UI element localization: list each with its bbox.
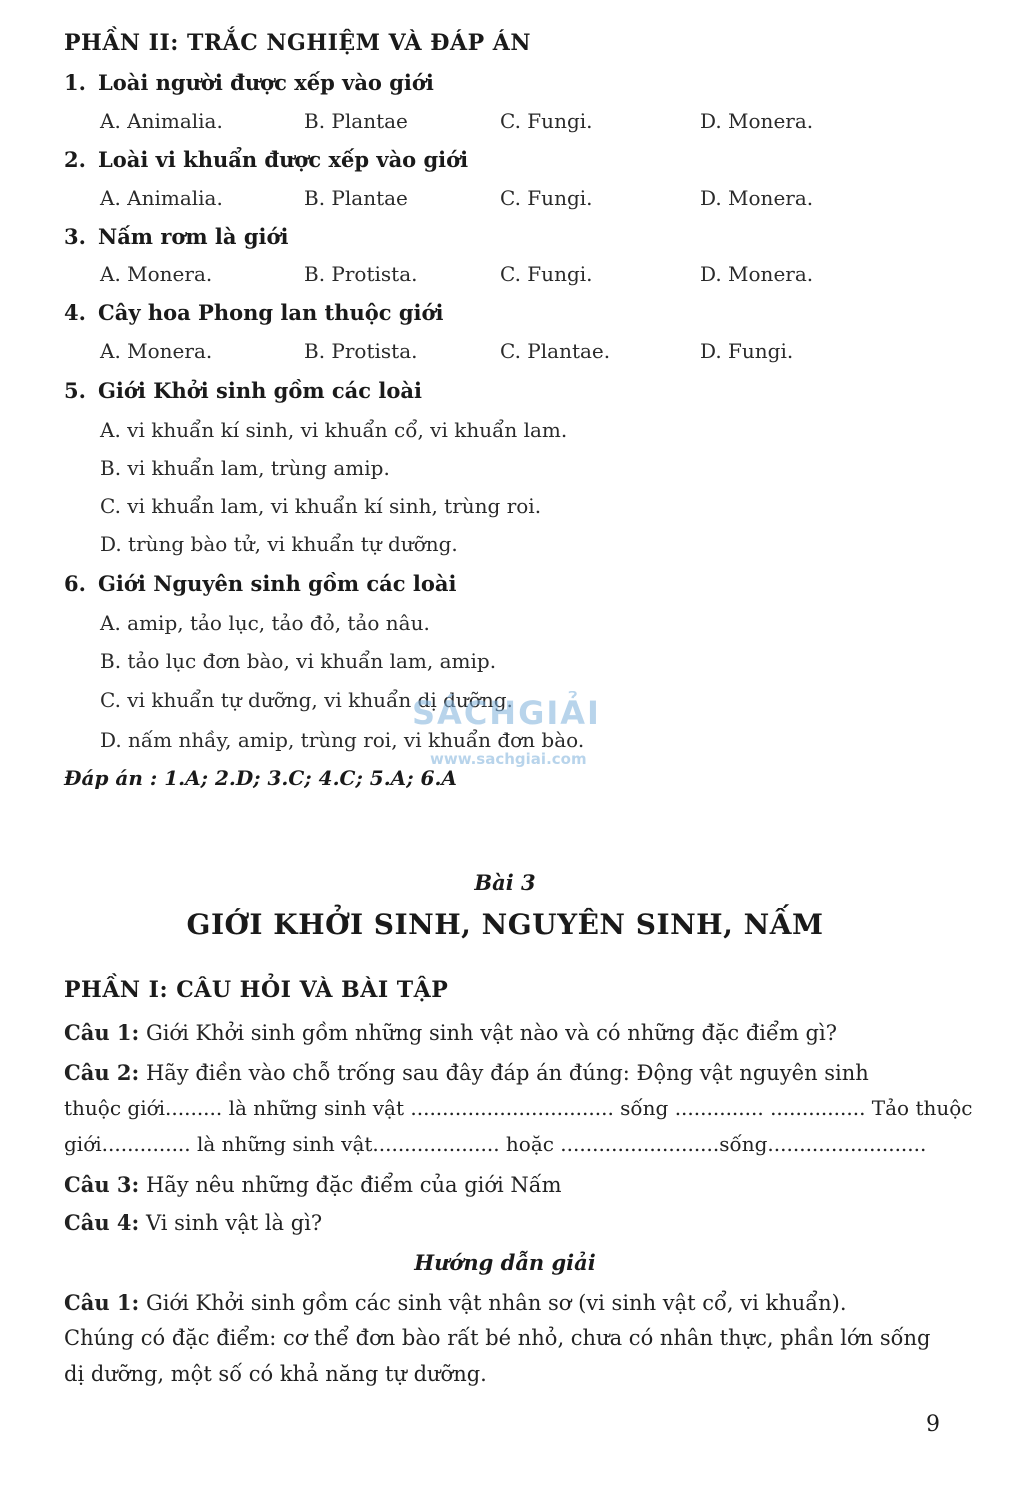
option-2c: C. Fungi.: [500, 186, 593, 210]
answer-key: Đáp án : 1.A; 2.D; 3.C; 4.C; 5.A; 6.A: [64, 766, 457, 790]
question-2: [64, 147, 468, 172]
question-label: Câu 4:: [64, 1210, 140, 1235]
guide-title: Hướng dẫn giải: [414, 1250, 596, 1275]
part1-question-3: [64, 1172, 562, 1197]
question-text: Hãy nêu những đặc điểm của giới Nấm: [139, 1173, 562, 1197]
question-text: Giới Khởi sinh gồm các loài: [98, 378, 422, 403]
part1-question-1: [64, 1020, 837, 1045]
answer-1-line-1: [64, 1290, 847, 1315]
option-4b: B. Protista.: [304, 339, 418, 363]
option-6d: D. nấm nhầy, amip, trùng roi, vi khuẩn đơn bào.: [100, 728, 585, 752]
lesson-title: GIỚI KHỞI SINH, NGUYÊN SINH, NẤM: [186, 908, 824, 941]
question-5: [64, 378, 422, 403]
question-text: Nấm rơm là giới: [98, 224, 289, 249]
watermark-logo: SÁCHGIẢI: [412, 694, 601, 732]
question-label: Câu 2:: [64, 1060, 140, 1085]
fill-in-line-1: thuộc giới......... là những sinh vật ................................ sống .............. ............... Tảo thuộc: [64, 1096, 973, 1120]
question-text: Giới Nguyên sinh gồm các loài: [98, 571, 457, 596]
option-3a: A. Monera.: [100, 262, 213, 286]
answer-1-line-3: dị dưỡng, một số có khả năng tự dưỡng.: [64, 1362, 487, 1386]
question-6: [64, 571, 456, 596]
answer-1-line-2: Chúng có đặc điểm: cơ thể đơn bào rất bé nhỏ, chưa có nhân thực, phần lớn sống: [64, 1326, 931, 1350]
question-text: Cây hoa Phong lan thuộc giới: [98, 300, 444, 325]
option-1a: A. Animalia.: [100, 109, 223, 133]
part2-heading: PHẦN II: TRẮC NGHIỆM VÀ ĐÁP ÁN: [64, 30, 531, 56]
question-number: 1.: [64, 70, 86, 95]
option-5b: B. vi khuẩn lam, trùng amip.: [100, 456, 390, 480]
option-2d: D. Monera.: [700, 186, 814, 210]
question-3: [64, 224, 288, 249]
question-number: 3.: [64, 224, 86, 249]
option-1b: B. Plantae: [304, 109, 408, 133]
answer-label: Câu 1:: [64, 1290, 140, 1315]
option-4a: A. Monera.: [100, 339, 213, 363]
option-5c: C. vi khuẩn lam, vi khuẩn kí sinh, trùng roi.: [100, 494, 542, 518]
question-number: 2.: [64, 147, 86, 172]
option-2b: B. Plantae: [304, 186, 408, 210]
option-3b: B. Protista.: [304, 262, 418, 286]
option-4c: C. Plantae.: [500, 339, 611, 363]
option-1c: C. Fungi.: [500, 109, 593, 133]
question-text: Giới Khởi sinh gồm những sinh vật nào và có những đặc điểm gì?: [139, 1021, 837, 1045]
question-text: Loài người được xếp vào giới: [98, 70, 434, 95]
option-5d: D. trùng bào tử, vi khuẩn tự dưỡng.: [100, 532, 458, 556]
option-5a: A. vi khuẩn kí sinh, vi khuẩn cổ, vi khuẩn lam.: [100, 418, 568, 442]
question-label: Câu 1:: [64, 1020, 140, 1045]
part1-heading: PHẦN I: CÂU HỎI VÀ BÀI TẬP: [64, 977, 449, 1003]
question-4: [64, 300, 444, 325]
watermark-url: www.sachgiai.com: [430, 750, 587, 768]
lesson-number: Bài 3: [474, 870, 536, 895]
question-number: 6.: [64, 571, 86, 596]
question-number: 4.: [64, 300, 86, 325]
fill-in-line-2: giới.............. là những sinh vật.................... hoặc .........................sống.........................: [64, 1132, 927, 1156]
question-label: Câu 3:: [64, 1172, 140, 1197]
question-text: Vi sinh vật là gì?: [139, 1211, 323, 1235]
option-6a: A. amip, tảo lục, tảo đỏ, tảo nâu.: [100, 611, 430, 635]
question-text: Loài vi khuẩn được xếp vào giới: [98, 147, 469, 172]
option-4d: D. Fungi.: [700, 339, 794, 363]
question-1: [64, 70, 434, 95]
option-2a: A. Animalia.: [100, 186, 223, 210]
option-6c: C. vi khuẩn tự dưỡng, vi khuẩn dị dưỡng.: [100, 688, 513, 712]
option-3d: D. Monera.: [700, 262, 814, 286]
question-text: Hãy điền vào chỗ trống sau đây đáp án đúng: Động vật nguyên sinh: [139, 1061, 869, 1085]
part1-question-4: [64, 1210, 322, 1235]
option-6b: B. tảo lục đơn bào, vi khuẩn lam, amip.: [100, 649, 497, 673]
page-number: 9: [926, 1412, 940, 1437]
option-1d: D. Monera.: [700, 109, 814, 133]
question-number: 5.: [64, 378, 86, 403]
part1-question-2: [64, 1060, 869, 1085]
sachgiai-watermark: [412, 694, 632, 794]
option-3c: C. Fungi.: [500, 262, 593, 286]
answer-text: Giới Khởi sinh gồm các sinh vật nhân sơ (vi sinh vật cổ, vi khuẩn).: [139, 1291, 847, 1315]
